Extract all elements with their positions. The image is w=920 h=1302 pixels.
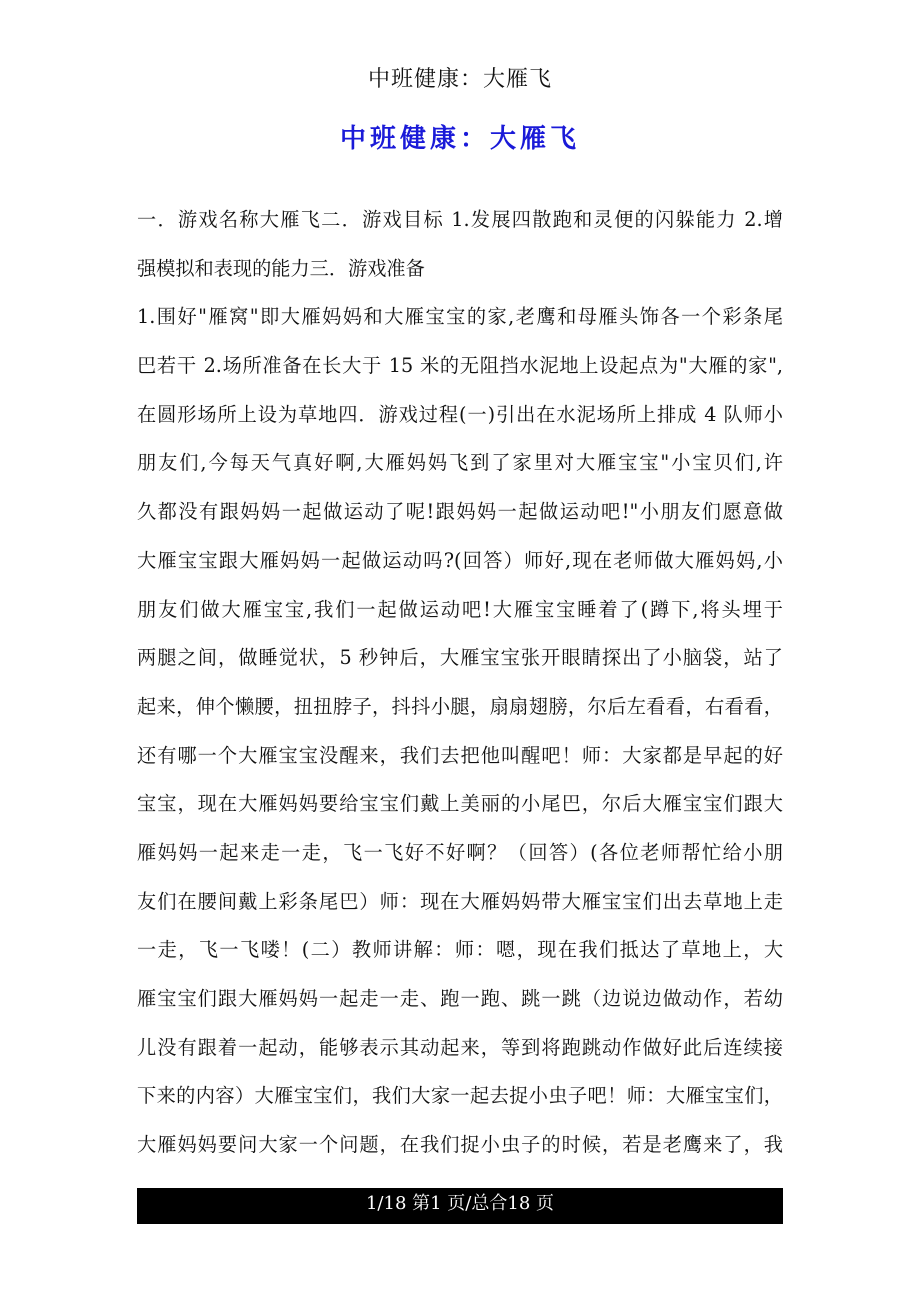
- text-line: 宝宝，现在大雁妈妈要给宝宝们戴上美丽的小尾巴，尔后大雁宝宝们跟大: [137, 792, 783, 816]
- text-line: 在圆形场所上设为草地四．游戏过程(一)引出在水泥场所上排成 4 队师小: [137, 402, 783, 426]
- text-line: 雁妈妈一起来走一走，飞一飞好不好啊？（回答）(各位老师帮忙给小朋: [137, 840, 783, 864]
- text-line: 强模拟和表现的能力三．游戏准备: [137, 256, 425, 280]
- body-text: [137, 200, 783, 1174]
- text-line: 朋友们,今每天气真好啊,大雁妈妈飞到了家里对大雁宝宝"小宝贝们,许: [137, 451, 783, 475]
- page-footer-bar: [137, 1188, 783, 1224]
- text-line: 1.围好"雁窝"即大雁妈妈和大雁宝宝的家,老鹰和母雁头饰各一个彩条尾: [137, 305, 783, 329]
- text-line: 一．游戏名称大雁飞二．游戏目标 1.发展四散跑和灵便的闪躲能力 2.增: [137, 208, 783, 231]
- text-line: 起来，伸个懒腰，扭扭脖子，抖抖小腿，扇扇翅膀，尔后左看看，右看看，: [137, 694, 783, 718]
- text-line: 大雁妈妈要问大家一个问题，在我们捉小虫子的时候，若是老鹰来了，我: [137, 1133, 783, 1157]
- text-line: 久都没有跟妈妈一起做运动了呢!跟妈妈一起做运动吧!"小朋友们愿意做: [137, 500, 783, 524]
- text-line: 儿没有跟着一起动，能够表示其动起来，等到将跑跳动作做好此后连续接: [137, 1035, 783, 1059]
- page-number: 1/18 第1 页/总合18 页: [365, 1193, 554, 1214]
- text-line: 一走，飞一飞喽！(二）教师讲解：师：嗯，现在我们抵达了草地上，大: [137, 938, 783, 962]
- text-line: 下来的内容）大雁宝宝们，我们大家一起去捉小虫子吧！师：大雁宝宝们，: [137, 1084, 783, 1108]
- header-title: 中班健康：大雁飞: [367, 67, 552, 92]
- text-line: 还有哪一个大雁宝宝没醒来，我们去把他叫醒吧！师：大家都是早起的好: [137, 743, 783, 767]
- text-line: 巴若干 2.场所准备在长大于 15 米的无阻挡水泥地上设起点为"大雁的家",: [137, 354, 783, 378]
- document-title: 中班健康：大雁飞: [339, 124, 580, 154]
- text-line: 友们在腰间戴上彩条尾巴）师：现在大雁妈妈带大雁宝宝们出去草地上走: [137, 889, 783, 913]
- text-line: 两腿之间，做睡觉状，5 秒钟后，大雁宝宝张开眼睛探出了小脑袋，站了: [137, 646, 783, 670]
- text-line: 雁宝宝们跟大雁妈妈一起走一走、跑一跑、跳一跳（边说边做动作，若幼: [137, 987, 783, 1010]
- text-line: 大雁宝宝跟大雁妈妈一起做运动吗?(回答）师好,现在老师做大雁妈妈,小: [137, 548, 783, 572]
- text-line: 朋友们做大雁宝宝,我们一起做运动吧!大雁宝宝睡着了(蹲下,将头埋于: [137, 597, 783, 621]
